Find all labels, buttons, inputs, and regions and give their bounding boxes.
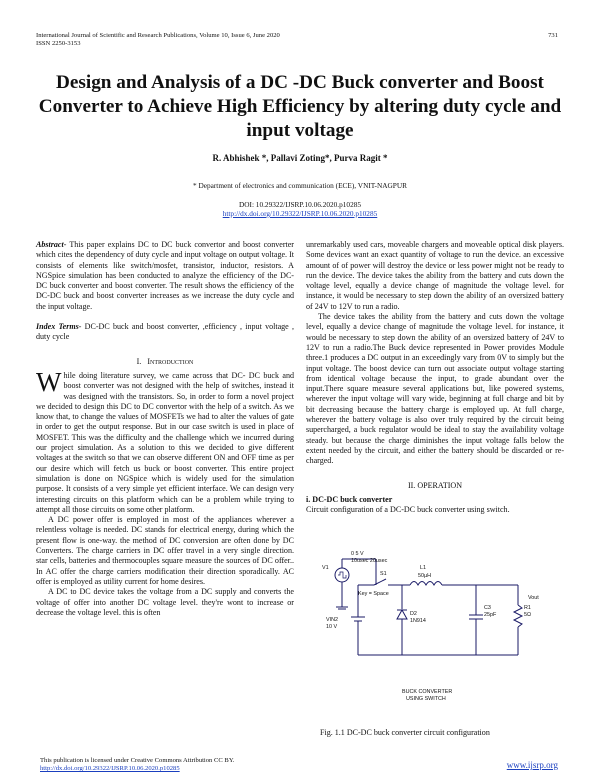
pulse-source-symbol <box>335 568 349 582</box>
figure-caption: Fig. 1.1 DC-DC buck converter circuit configuration <box>320 728 490 737</box>
right-para-1: unremarkably used cars, moveable chargers and moveable optical disk players. Some devices want an exact quantity of voltage to run the device. an excessive amount of of power will destroy the device or less power might not be ready to run the device. The device takes the ability from the battery and cuts down the voltage level, equally a device change of magnitude the voltage level. for instance, it would be necessary to step down the ability of an oversized battery of 24V to 12V to run a radio. <box>306 240 564 311</box>
journal-website-link[interactable]: www.ijsrp.org <box>506 760 558 770</box>
key-label: Key = Space <box>358 591 389 597</box>
r1-label: R1 <box>524 605 531 611</box>
intro-heading: I. Introduction <box>136 356 194 366</box>
buck-converter-circuit <box>318 547 544 752</box>
c3-label: C3 <box>484 605 491 611</box>
operation-heading: II. OPERATION <box>407 480 463 490</box>
journal-header <box>36 32 366 48</box>
l1-value: 50µH <box>418 573 431 579</box>
d2-label: D2 <box>410 611 417 617</box>
vin-value: 10 V <box>326 624 338 630</box>
left-column <box>36 240 294 618</box>
circuit-caption-2: USING SWITCH <box>406 696 446 702</box>
paper-title: Design and Analysis of a DC -DC Buck converter and Boost Converter to Achieve High Efficiency by altering duty cycle and input voltage <box>38 72 562 141</box>
s1-label: S1 <box>380 571 387 577</box>
index-terms: Index Terms- DC-DC buck and boost converter, ,efficiency , input voltage , duty cycle <box>36 322 295 342</box>
intro-para-3: A DC to DC device takes the voltage from a DC supply and converts the voltage of offer into another DC voltage level. they're wont to increase or decrease the voltage level. this is often <box>36 587 294 617</box>
abstract: Abstract- This paper explains DC to DC buck convertor and boost converter which cites the dependency of duty cycle and input voltage on output voltage. It consists of elements like switch/mosfet, transistor, inductor, resistors. A NGSpice simulation has been conducted to analyze the efficiency of the DC-DC buck converter and boost converter. The result shows the efficiency of the DC-DC buck and boost converter increases as we increase the duty cycle and the input voltage. <box>36 240 294 311</box>
intro-para-2: A DC power offer is employed in most of the appliances wherever a relentless voltage is needed. DC stands for electrical energy, during which the present flow is one-way. the method of DC conversion are often done by DC Converters. The charge carriers in DC offer travel in a very single direction. star cells, batteries and thermocouples square measure the sources of DC offer.. In AC offer the charge carriers modification their direction sporadically. AC offer is employed as utility current for home desires. <box>36 515 294 586</box>
dropcap: W <box>36 366 62 397</box>
vin-label: VIN2 <box>326 617 338 623</box>
vout-label: Vout <box>528 595 539 601</box>
intro-para-1: While doing literature survey, we came across that DC- DC buck and boost converter was not designed with the help of switches, instead it was designed with the transistors. So, in order to form a novel project we decided to design this DC to DC convertor with the help of a switch. As we know that, to change the values of MOSFETs we had to alter the values of gate in order to get the output response. But in our case switch is used in place of MOSFET. This was the difficulty and the challenge which we incurred during our project simulation. As a solution to this we decided to give different voltages at the switch so that we can observe different ON and OFF time as per our desire which will fetch us buck or boost converter. This entire project simulation is done on NGSpice which is widely used for the simulation purpose. It consists of a very simple yet efficient interface. We can design very interesting circuits on this platform which can be a problem while trying to attempt all those circuits on some other platform. <box>36 366 294 514</box>
doi-text: DOI: 10.29322/IJSRP.10.06.2020.p10285 <box>238 200 362 209</box>
doi-link[interactable]: http://dx.doi.org/10.29322/IJSRP.10.06.2020.p10285 <box>222 209 378 218</box>
v1-label: V1 <box>322 565 329 571</box>
journal-name: International Journal of Scientific and Research Publications, Volume 10, Issue 6, June 2020 <box>36 32 280 39</box>
c3-value: 25pF <box>484 612 497 618</box>
r1-value: 5Ω <box>524 612 532 618</box>
l1-label: L1 <box>420 565 426 571</box>
circuit-caption-1: BUCK CONVERTER <box>402 689 453 695</box>
page-number: 731 <box>548 32 558 39</box>
v1-params-2: 10usec 20usec <box>351 558 388 564</box>
right-column <box>306 240 564 515</box>
footer <box>40 757 234 773</box>
right-para-2: The device takes the ability from the battery and cuts down the voltage level, equally a device change of magnitude the voltage level. for instance, it would be necessary to step down the ability of an oversized battery of 24V to 12V to run a radio.The Buck device represented in Power provides Module three.1 produces a DC output in an exceedingly vary from 0V to simply but the input voltage. The boost device can turn out associate output voltage starting from identical voltage because the input, to grade abundant over the input.There square measure several applications but, like powered systems, wherever the input voltage will vary wide, beginning at full charge and bit by bit decreasing because the battery charge is employed up. At full charge, wherever the battery voltage is also over truly required by the circuit being supercharged, a buck regulator would be ideal to stay the availability voltage steady. but because the charge diminishes the input voltage falls below the extent needed by the circuit, and either the battery should be discarded or re-charged. <box>306 312 564 466</box>
v1-params-1: 0 5 V <box>351 551 364 557</box>
doi-block <box>0 200 600 218</box>
buck-subheading: i. DC-DC buck converter <box>306 494 393 504</box>
issn: ISSN 2250-3153 <box>36 40 81 47</box>
affiliation: * Department of electronics and communication (ECE), VNIT-NAGPUR <box>193 181 407 190</box>
d2-value: 1N914 <box>410 618 426 624</box>
license-text: This publication is licensed under Creative Commons Attribution CC BY. <box>40 757 235 764</box>
footer-doi-link[interactable]: http://dx.doi.org/10.29322/IJSRP.10.06.2020.p10285 <box>40 765 180 772</box>
authors: R. Abhishek *, Pallavi Zoting*, Purva Ragit * <box>212 153 388 163</box>
buck-intro-text: Circuit configuration of a DC-DC buck converter using switch. <box>306 505 510 515</box>
